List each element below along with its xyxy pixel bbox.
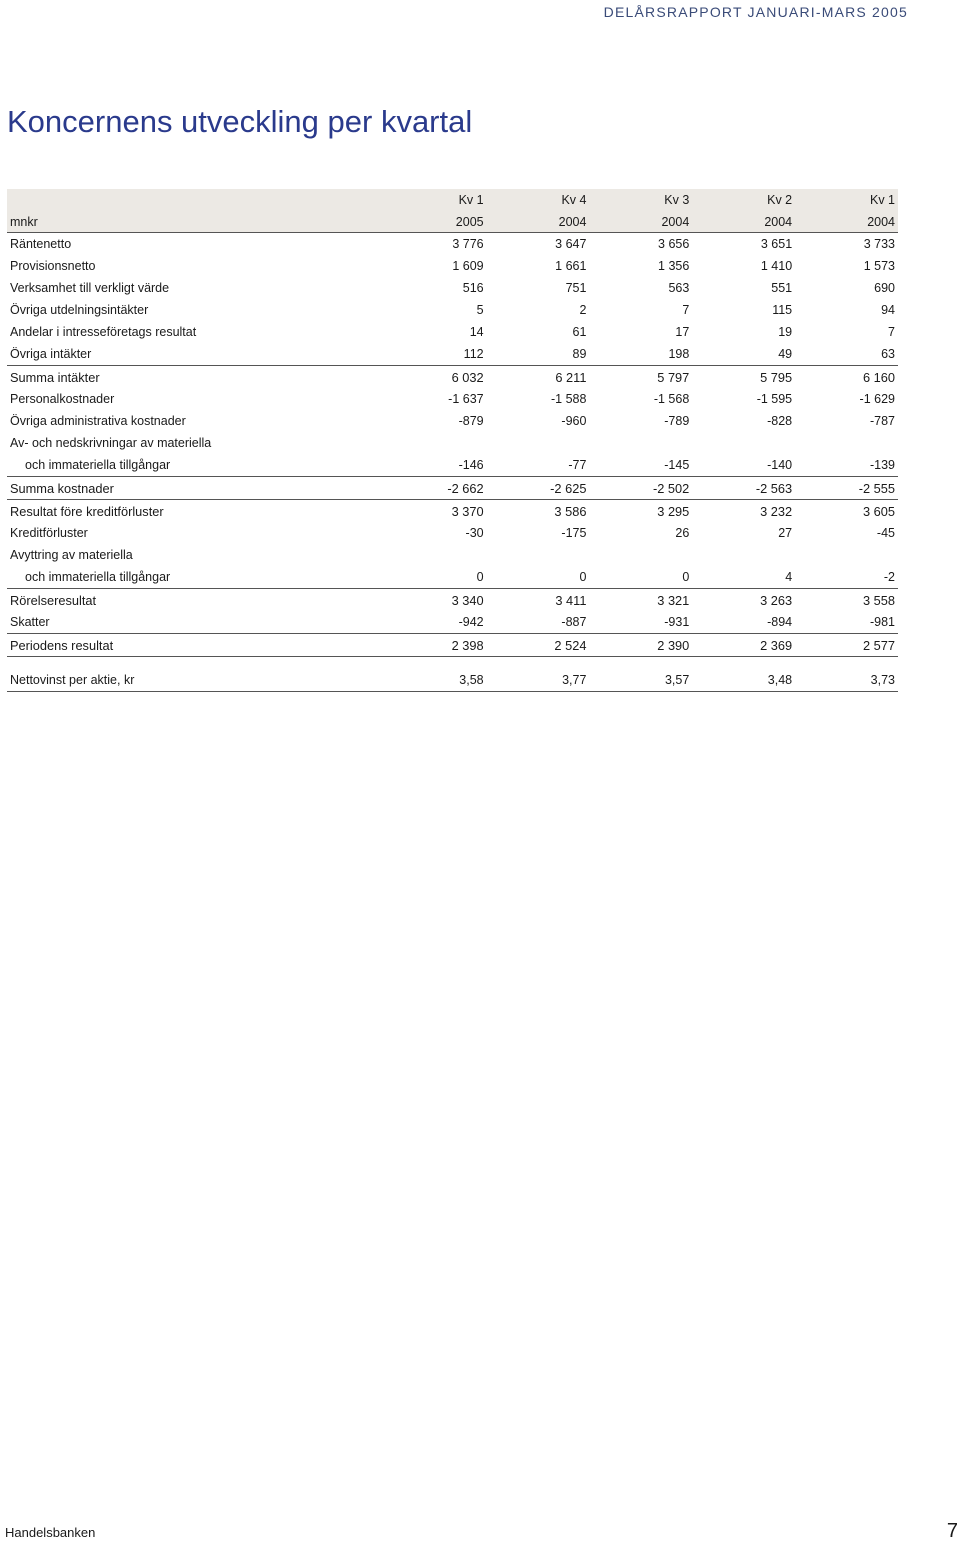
table-spacer	[7, 657, 898, 670]
col-quarter: Kv 4	[487, 189, 590, 211]
col-year: 2004	[589, 211, 692, 233]
table-row: Andelar i intresseföretags resultat 14 61 17 19 7	[10, 325, 895, 339]
table-row-total-income: Summa intäkter 6 032 6 211 5 797 5 795 6 160	[7, 366, 898, 389]
table-row: Skatter -942 -887 -931 -894 -981	[10, 615, 895, 629]
page-title: Koncernens utveckling per kvartal	[7, 104, 473, 139]
table-row-result-before-credit-losses: Resultat före kreditförluster 3 370 3 586 3 295 3 232 3 605	[7, 500, 898, 523]
col-year: 2005	[384, 211, 487, 233]
report-header: DELÅRSRAPPORT JANUARI-MARS 2005	[603, 4, 908, 20]
table-row: Räntenetto 3 776 3 647 3 656 3 651 3 733	[10, 237, 895, 251]
table-row: Övriga utdelningsintäkter 5 2 7 115 94	[10, 303, 895, 317]
table-row: Provisionsnetto 1 609 1 661 1 356 1 410 1 573	[10, 259, 895, 273]
table-row: och immateriella tillgångar 0 0 0 4 -2	[25, 570, 895, 584]
table-row: och immateriella tillgångar -146 -77 -145 -140 -139	[25, 458, 895, 472]
table-row-eps: Nettovinst per aktie, kr 3,58 3,77 3,57 3,48 3,73	[7, 669, 898, 692]
table-row-operating-result: Rörelseresultat 3 340 3 411 3 321 3 263 3 558	[7, 589, 898, 612]
table-row: Personalkostnader -1 637 -1 588 -1 568 -1 595 -1 629	[10, 392, 895, 406]
table-row: Övriga intäkter 112 89 198 49 63	[10, 347, 895, 361]
table-row: Av- och nedskrivningar av materiella	[10, 436, 212, 450]
table-row: Avyttring av materiella	[10, 548, 133, 562]
table-header-quarters	[7, 189, 898, 211]
page-number: 7	[946, 1520, 958, 1542]
col-year: 2004	[692, 211, 795, 233]
table-row: Verksamhet till verkligt värde 516 751 563 551 690	[10, 281, 895, 295]
table-row: Kreditförluster -30 -175 26 27 -45	[10, 526, 895, 540]
quarterly-table	[7, 189, 898, 692]
table-row-total-costs: Summa kostnader -2 662 -2 625 -2 502 -2 563 -2 555	[7, 477, 898, 500]
unit-label: mnkr	[7, 211, 384, 233]
col-quarter: Kv 1	[384, 189, 487, 211]
col-year: 2004	[795, 211, 898, 233]
footer-company: Handelsbanken	[5, 1525, 96, 1540]
col-quarter: Kv 1	[795, 189, 898, 211]
table-header-years	[7, 211, 898, 233]
table-row: Övriga administrativa kostnader -879 -960 -789 -828 -787	[10, 414, 895, 428]
col-quarter: Kv 3	[589, 189, 692, 211]
col-quarter: Kv 2	[692, 189, 795, 211]
col-year: 2004	[487, 211, 590, 233]
table-row-period-result: Periodens resultat 2 398 2 524 2 390 2 369 2 577	[7, 634, 898, 657]
